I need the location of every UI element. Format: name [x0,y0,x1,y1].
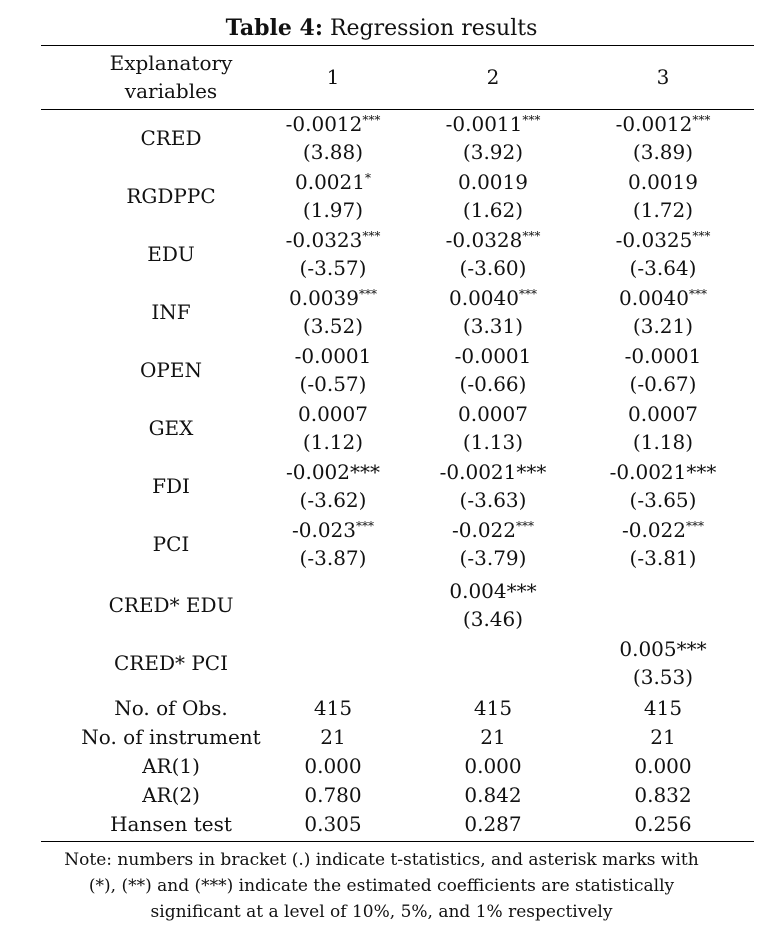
coefficient-cell [568,168,758,196]
header-variables-line1: Explanatory [109,51,233,75]
t-statistic-cell: (-3.63) [459,488,527,512]
cred-edu-col2-coef: 0.004*** [449,579,537,603]
stat-value: 415 [473,696,513,720]
note-line-3: significant at a level of 10%, 5%, and 1% respectively [150,902,613,922]
coefficient-value: -0.0325 [615,228,693,252]
coefficient-value: -0.022 [451,518,516,542]
stat-value: 0.000 [304,754,362,778]
stat-label: AR(2) [142,783,200,807]
table-caption: Regression results [322,16,538,41]
coefficient-value: -0.0021*** [609,460,717,484]
t-statistic-cell: (3.89) [632,140,694,164]
t-statistic-cell: (-3.64) [629,256,697,280]
coefficient-value: -0.0021*** [439,460,547,484]
coefficient-cell [568,284,758,312]
t-statistic-cell: (-0.57) [299,372,367,396]
significance-stars: *** [692,113,711,127]
row-label: RGDPPC [126,184,216,208]
coefficient-value: -0.002*** [285,460,380,484]
header-col-2: 2 [486,65,500,89]
t-statistic-cell: (1.97) [302,198,364,222]
significance-stars: *** [522,113,541,127]
cred-pci-col3-tstat: (3.53) [632,665,694,689]
row-label-cred-edu: CRED* EDU [108,593,234,617]
significance-stars: *** [688,287,707,301]
significance-stars: *** [522,229,541,243]
stat-label: No. of Obs. [114,696,228,720]
table-note [20,847,743,925]
t-statistic-cell: (1.18) [632,430,694,454]
coefficient-value: 0.0021 [295,170,365,194]
coefficient-cell [568,400,758,428]
significance-stars: *** [686,519,704,533]
stat-value: 21 [320,725,346,749]
coefficient-value: -0.0323 [285,228,363,252]
significance-stars: *** [362,229,381,243]
stat-label: No. of instrument [81,725,261,749]
header-col-3: 3 [656,65,670,89]
significance-stars: * [364,171,371,185]
t-statistic-cell: (1.12) [302,430,364,454]
stat-value: 0.305 [304,812,362,836]
stat-value: 0.256 [634,812,692,836]
table-title [0,14,763,43]
coefficient-cell [398,168,588,196]
stat-label: Hansen test [110,812,232,836]
t-statistic-cell: (1.13) [462,430,524,454]
t-statistic-cell: (-0.67) [629,372,697,396]
t-statistic-cell: (-0.66) [459,372,527,396]
significance-stars: *** [692,229,711,243]
coefficient-value: -0.023 [291,518,356,542]
note-line-2: (*), (**) and (***) indicate the estimated coefficients are statistically [88,876,675,896]
stat-value: 0.780 [304,783,362,807]
stat-value: 0.832 [634,783,692,807]
row-label: GEX [148,416,194,440]
bottom-rule [41,841,754,842]
significance-stars: *** [516,519,534,533]
stat-value: 415 [643,696,683,720]
coefficient-value: 0.0007 [628,402,698,426]
stat-value: 0.287 [464,812,522,836]
t-statistic-cell: (1.72) [632,198,694,222]
coefficient-value: 0.0007 [458,402,528,426]
stat-value: 21 [480,725,506,749]
t-statistic-cell: (3.92) [462,140,524,164]
stat-value: 0.000 [634,754,692,778]
coefficient-value: -0.022 [621,518,686,542]
t-statistic-cell: (-3.81) [629,546,697,570]
significance-stars: *** [362,113,381,127]
stat-label: AR(1) [142,754,200,778]
coefficient-cell [398,516,588,544]
row-label: EDU [147,242,195,266]
coefficient-value: 0.0019 [628,170,698,194]
cred-edu-col2-tstat: (3.46) [462,607,524,631]
coefficient-cell [568,110,758,138]
coefficient-value: -0.0012 [285,112,363,136]
coefficient-cell [398,226,588,254]
t-statistic-cell: (-3.65) [629,488,697,512]
t-statistic-cell: (3.31) [462,314,524,338]
t-statistic-cell: (3.52) [302,314,364,338]
significance-stars: *** [358,287,377,301]
significance-stars: *** [356,519,374,533]
coefficient-cell [398,284,588,312]
coefficient-value: 0.0019 [458,170,528,194]
row-label: CRED [140,126,202,150]
coefficient-cell [568,342,758,370]
coefficient-value: 0.0040 [619,286,689,310]
coefficient-cell [568,516,758,544]
t-statistic-cell: (1.62) [462,198,524,222]
header-col-1: 1 [326,65,340,89]
header-variables-line2: variables [124,79,218,103]
table-number: Table 4: [225,15,323,41]
row-label: FDI [152,474,190,498]
coefficient-value: -0.0001 [624,344,702,368]
coefficient-cell [398,342,588,370]
t-statistic-cell: (-3.87) [299,546,367,570]
coefficient-value: -0.0001 [294,344,372,368]
row-label: INF [151,300,191,324]
coefficient-cell [398,110,588,138]
row-label: OPEN [140,358,202,382]
cred-pci-col3-coef: 0.005*** [619,637,707,661]
coefficient-cell [398,458,588,486]
coefficient-cell [568,458,758,486]
coefficient-value: 0.0007 [298,402,368,426]
coefficient-value: -0.0012 [615,112,693,136]
coefficient-value: -0.0328 [445,228,523,252]
coefficient-cell [568,226,758,254]
significance-stars: *** [518,287,537,301]
t-statistic-cell: (3.88) [302,140,364,164]
t-statistic-cell: (-3.79) [459,546,527,570]
coefficient-value: -0.0011 [445,112,523,136]
row-label: PCI [152,532,190,556]
stat-value: 0.000 [464,754,522,778]
t-statistic-cell: (3.21) [632,314,694,338]
t-statistic-cell: (-3.60) [459,256,527,280]
t-statistic-cell: (-3.62) [299,488,367,512]
stat-value: 415 [313,696,353,720]
coefficient-value: 0.0039 [289,286,359,310]
top-rule [41,45,754,46]
coefficient-value: -0.0001 [454,344,532,368]
note-line-1: Note: numbers in bracket (.) indicate t-statistics, and asterisk marks with [64,850,699,870]
stat-value: 0.842 [464,783,522,807]
stat-value: 21 [650,725,676,749]
coefficient-value: 0.0040 [449,286,519,310]
t-statistic-cell: (-3.57) [299,256,367,280]
coefficient-cell [398,400,588,428]
row-label-cred-pci: CRED* PCI [113,651,228,675]
